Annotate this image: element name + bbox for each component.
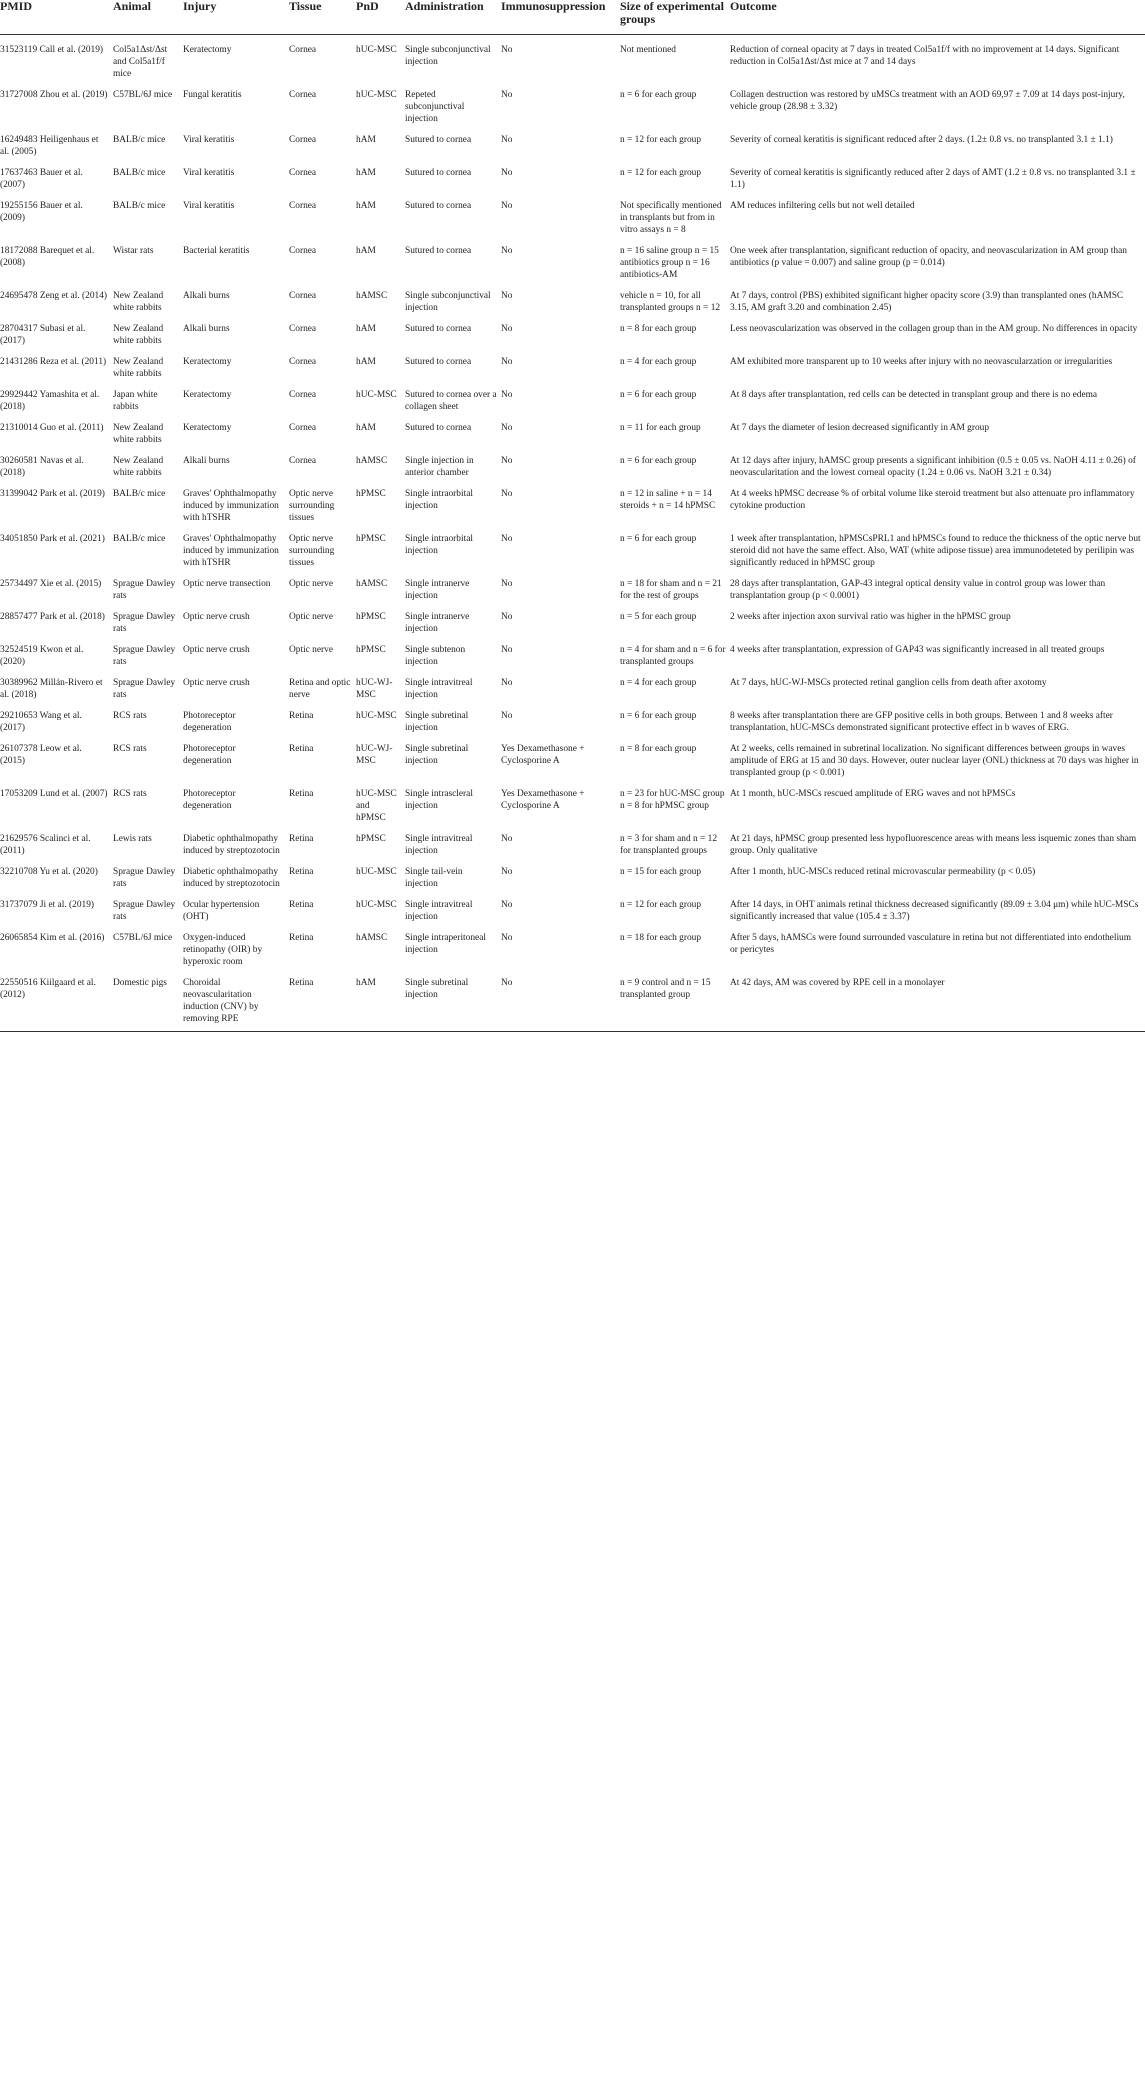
cell-animal: Wistar rats (113, 246, 154, 256)
cell-immunosuppression: No (501, 645, 513, 655)
table-row (0, 80, 1145, 125)
column-header-administration: Administration (405, 0, 501, 35)
cell-pmid: 19255156 Bauer et al. (2009) (0, 201, 83, 223)
cell-animal: New Zealand white rabbits (113, 291, 164, 313)
cell-administration: Single intranerve injection (405, 579, 470, 601)
cell-animal: Col5a1Δst/Δst and Col5a1f/f mice (113, 45, 168, 79)
cell-immunosuppression: Yes Dexamethasone + Cyclosporine A (501, 789, 585, 811)
cell-pmid: 31523119 Call et al. (2019) (0, 45, 104, 55)
cell-group-size: n = 16 saline group n = 15 antibiotics group n = 16 antibiotics-AM (620, 246, 719, 280)
cell-pmid: 31727008 Zhou et al. (2019) (0, 90, 108, 100)
cell-injury: Alkali burns (183, 456, 230, 466)
cell-injury: Alkali burns (183, 324, 230, 334)
cell-animal: RCS rats (113, 789, 147, 799)
cell-pmid: 21629576 Scalinci et al. (2011) (0, 834, 91, 856)
cell-outcome: At 8 days after transplantation, red cells can be detected in transplant group and there is no edema (730, 390, 1098, 400)
cell-group-size: n = 4 for sham and n = 6 for transplanted groups (620, 645, 726, 667)
cell-tissue: Retina (289, 789, 314, 799)
cell-administration: Single subretinal injection (405, 744, 469, 766)
cell-outcome: At 21 days, hPMSC group presented less hypofluorescence areas with means less isquemic zones than sham group. Only qualitative (730, 834, 1137, 856)
cell-tissue: Retina and optic nerve (289, 678, 351, 700)
cell-tissue: Retina (289, 900, 314, 910)
cell-outcome: At 42 days, AM was covered by RPE cell in a monolayer (730, 968, 1145, 1032)
cell-pnd: hAM (356, 201, 376, 211)
column-header-pnd: PnD (356, 0, 405, 35)
cell-pmid: 25734497 Xie et al. (2015) (0, 579, 102, 589)
table-row (0, 413, 1145, 446)
cell-tissue: Retina (289, 867, 314, 877)
cell-group-size: n = 12 for each group (620, 900, 702, 910)
cell-pnd: hAM (356, 135, 376, 145)
cell-group-size: n = 15 for each group (620, 867, 702, 877)
cell-administration: Single intrascleral injection (405, 789, 473, 811)
cell-animal: Sprague Dawley rats (113, 867, 176, 889)
cell-animal: RCS rats (113, 744, 147, 754)
table-row (0, 968, 1145, 1032)
cell-administration: Sutured to cornea (405, 246, 472, 256)
cell-animal: BALB/c mice (113, 135, 166, 145)
cell-pmid: 29929442 Yamashita et al. (2018) (0, 390, 100, 412)
cell-group-size: Not mentioned (620, 45, 676, 55)
cell-pmid: 22550516 Kiilgaard et al. (2012) (0, 968, 113, 1032)
cell-outcome: At 2 weeks, cells remained in subretinal localization. No significant differences between groups in waves amplitude of ERG at 15 and 30 days. However, outer nuclear layer (ONL) thickness at 70 days was higher in transplanted group (p < 0.001) (730, 744, 1139, 778)
cell-pnd: hUC-MSC (356, 390, 397, 400)
cell-tissue: Cornea (289, 45, 317, 55)
table-body (0, 35, 1145, 1032)
table-header-row (0, 0, 1145, 35)
table-row (0, 125, 1145, 158)
table-row (0, 569, 1145, 602)
cell-injury: Optic nerve transection (183, 579, 271, 589)
cell-administration: Sutured to cornea (405, 135, 472, 145)
cell-outcome: At 1 month, hUC-MSCs rescued amplitude of ERG waves and not hPMSCs (730, 789, 1016, 799)
table-row (0, 314, 1145, 347)
cell-pmid: 26065854 Kim et al. (2016) (0, 933, 105, 943)
cell-group-size: n = 6 for each group (620, 456, 697, 466)
cell-pmid: 31737079 Ji et al. (2019) (0, 900, 94, 910)
cell-administration: Single intranerve injection (405, 612, 470, 634)
cell-injury: Alkali burns (183, 291, 230, 301)
cell-pnd: hUC-MSC (356, 867, 397, 877)
cell-pnd: hAM (356, 246, 376, 256)
cell-injury: Viral keratitis (183, 168, 235, 178)
cell-injury: Optic nerve crush (183, 612, 250, 622)
cell-immunosuppression: No (501, 612, 513, 622)
table-row (0, 347, 1145, 380)
cell-group-size: n = 12 for each group (620, 135, 702, 145)
cell-pnd: hUC-MSC (356, 711, 397, 721)
column-header-animal: Animal (113, 0, 183, 35)
cell-injury: Graves' Ophthalmopathy induced by immunization with hTSHR (183, 489, 279, 523)
cell-tissue: Optic nerve surrounding tissues (289, 489, 335, 523)
cell-injury: Keratectomy (183, 45, 232, 55)
column-header-pmid: PMID (0, 0, 113, 35)
cell-tissue: Cornea (289, 246, 317, 256)
cell-group-size: n = 4 for each group (620, 357, 697, 367)
table-row (0, 890, 1145, 923)
cell-administration: Single subconjunctival injection (405, 291, 491, 313)
cell-group-size: n = 12 in saline + n = 14 steroids + n = 14 hPMSC (620, 489, 716, 511)
cell-administration: Sutured to cornea (405, 201, 472, 211)
cell-pmid: 28857477 Park et al. (2018) (0, 612, 105, 622)
cell-tissue: Retina (289, 744, 314, 754)
table-row (0, 191, 1145, 236)
cell-immunosuppression: No (501, 456, 513, 466)
cell-pnd: hUC-MSC (356, 90, 397, 100)
cell-pmid: 17637463 Bauer et al. (2007) (0, 168, 83, 190)
cell-immunosuppression: No (501, 489, 513, 499)
cell-administration: Sutured to cornea over a collagen sheet (405, 390, 497, 412)
column-header-immunosuppression: Immunosuppression (501, 0, 620, 35)
cell-outcome: AM exhibited more transparent up to 10 weeks after injury with no neovascularzation or irregularities (730, 357, 1113, 367)
cell-group-size: n = 8 for each group (620, 324, 697, 334)
cell-pnd: hPMSC (356, 612, 386, 622)
cell-immunosuppression: No (501, 201, 513, 211)
cell-pnd: hAM (356, 324, 376, 334)
cell-outcome: Less neovascularization was observed in the collagen group than in the AM group. No differences in opacity (730, 324, 1138, 334)
cell-immunosuppression: No (501, 711, 513, 721)
column-header-tissue: Tissue (289, 0, 356, 35)
cell-pmid: 17053209 Lund et al. (2007) (0, 789, 108, 799)
cell-administration: Sutured to cornea (405, 324, 472, 334)
cell-group-size: n = 6 for each group (620, 90, 697, 100)
cell-tissue: Cornea (289, 456, 317, 466)
cell-outcome: Severity of corneal keratitis is significantly reduced after 2 days of AMT (1.2 ± 0.8 vs. no transplanted 3.1 ± 1.1) (730, 168, 1136, 190)
table-row (0, 524, 1145, 569)
cell-immunosuppression: No (501, 45, 513, 55)
cell-pmid: 29210653 Wang et al. (2017) (0, 711, 82, 733)
cell-group-size: n = 4 for each group (620, 678, 697, 688)
cell-outcome: After 14 days, in OHT animals retinal thickness decreased significantly (89.09 ± 3.04 μm) while hUC-MSCs significantly increased that value (105.4 ± 3.37) (730, 900, 1139, 922)
cell-injury: Keratectomy (183, 357, 232, 367)
cell-animal: Sprague Dawley rats (113, 579, 176, 601)
cell-pnd: hAMSC (356, 291, 388, 301)
cell-injury: Choroidal neovascularitation induction (CNV) by removing RPE (183, 968, 289, 1032)
cell-outcome: 28 days after transplantation, GAP-43 integral optical density value in control group was lower than transplantation group (p < 0.0001) (730, 579, 1106, 601)
cell-animal: Sprague Dawley rats (113, 678, 176, 700)
cell-group-size: n = 6 for each group (620, 711, 697, 721)
cell-group-size: n = 3 for sham and n = 12 for transplanted groups (620, 834, 718, 856)
cell-immunosuppression: No (501, 968, 620, 1032)
cell-pnd: hAMSC (356, 933, 388, 943)
cell-group-size: Not specifically mentioned in transplants but from in vitro assays n = 8 (620, 201, 722, 235)
cell-immunosuppression: No (501, 390, 513, 400)
cell-tissue: Retina (289, 711, 314, 721)
cell-tissue: Optic nerve (289, 645, 333, 655)
cell-outcome: 2 weeks after injection axon survival ratio was higher in the hPMSC group (730, 612, 1011, 622)
cell-injury: Diabetic ophthalmopathy induced by streptozotocin (183, 867, 280, 889)
cell-injury: Fungal keratitis (183, 90, 242, 100)
cell-tissue: Optic nerve surrounding tissues (289, 534, 335, 568)
cell-group-size: n = 9 control and n = 15 transplanted group (620, 968, 730, 1032)
column-header-injury: Injury (183, 0, 289, 35)
cell-animal: Japan white rabbits (113, 390, 158, 412)
cell-tissue: Cornea (289, 90, 317, 100)
cell-group-size: n = 11 for each group (620, 423, 701, 433)
cell-pmid: 31399042 Park et al. (2019) (0, 489, 105, 499)
cell-tissue: Cornea (289, 135, 317, 145)
cell-administration: Single subretinal injection (405, 711, 469, 733)
cell-administration: Single intraorbital injection (405, 534, 473, 556)
cell-tissue: Optic nerve (289, 612, 333, 622)
cell-group-size: n = 6 for each group (620, 534, 697, 544)
cell-outcome: Severity of corneal keratitis is significant reduced after 2 days. (1.2± 0.8 vs. no transplanted 3.1 ± 1.1) (730, 135, 1113, 145)
cell-animal: New Zealand white rabbits (113, 357, 164, 379)
cell-animal: New Zealand white rabbits (113, 423, 164, 445)
cell-tissue: Cornea (289, 324, 317, 334)
cell-outcome: Reduction of corneal opacity at 7 days in treated Col5a1f/f with no improvement at 14 days. Significant reduction in Col5a1Δst/Δst mice at 7 and 14 days (730, 45, 1120, 67)
cell-administration: Single subretinal injection (405, 968, 501, 1032)
cell-administration: Single intravitreal injection (405, 900, 473, 922)
cell-injury: Ocular hypertension (OHT) (183, 900, 260, 922)
cell-group-size: n = 23 for hUC-MSC group n = 8 for hPMSC group (620, 789, 725, 811)
cell-injury: Graves' Ophthalmopathy induced by immunization with hTSHR (183, 534, 279, 568)
cell-pmid: 32210708 Yu et al. (2020) (0, 867, 98, 877)
cell-administration: Single intraperitoneal injection (405, 933, 486, 955)
cell-outcome: After 5 days, hAMSCs were found surrounded vasculature in retina but not differentiated into endothelium or pericytes (730, 933, 1132, 955)
cell-pnd: hPMSC (356, 834, 386, 844)
cell-pmid: 28704317 Subasi et al. (2017) (0, 324, 86, 346)
cell-pmid: 30260581 Navas et al. (2018) (0, 456, 84, 478)
cell-immunosuppression: No (501, 90, 513, 100)
table-row (0, 734, 1145, 779)
cell-immunosuppression: Yes Dexamethasone + Cyclosporine A (501, 744, 585, 766)
cell-tissue: Cornea (289, 357, 317, 367)
cell-animal: BALB/c mice (113, 201, 166, 211)
cell-pnd: hUC-MSC (356, 900, 397, 910)
cell-animal: Sprague Dawley rats (113, 612, 176, 634)
cell-injury: Keratectomy (183, 423, 232, 433)
cell-tissue: Cornea (289, 291, 317, 301)
cell-immunosuppression: No (501, 933, 513, 943)
cell-administration: Single tail-vein injection (405, 867, 463, 889)
cell-administration: Single intravitreal injection (405, 678, 473, 700)
cell-pnd: hPMSC (356, 534, 386, 544)
cell-outcome: At 7 days, control (PBS) exhibited significant higher opacity score (3.9) than transplanted ones (hAMSC 3.15, AM graft 3.20 and combination 2.45) (730, 291, 1124, 313)
cell-animal: BALB/c mice (113, 534, 166, 544)
cell-administration: Single injection in anterior chamber (405, 456, 474, 478)
cell-pnd: hAM (356, 168, 376, 178)
cell-group-size: n = 6 for each group (620, 390, 697, 400)
table-row (0, 779, 1145, 824)
cell-animal: BALB/c mice (113, 168, 166, 178)
cell-injury: Oxygen-induced retinopathy (OIR) by hyperoxic room (183, 933, 263, 967)
cell-pnd: hPMSC (356, 645, 386, 655)
cell-immunosuppression: No (501, 168, 513, 178)
cell-outcome: At 7 days the diameter of lesion decreased significantly in AM group (730, 423, 990, 433)
table-row (0, 701, 1145, 734)
cell-injury: Photoreceptor degeneration (183, 744, 236, 766)
cell-group-size: vehicle n = 10, for all transplanted groups n = 12 (620, 291, 721, 313)
cell-immunosuppression: No (501, 834, 513, 844)
cell-pnd: hAM (356, 968, 405, 1032)
cell-pnd: hAM (356, 357, 376, 367)
cell-animal: C57BL/6J mice (113, 933, 173, 943)
cell-immunosuppression: No (501, 135, 513, 145)
table-row (0, 479, 1145, 524)
table-row (0, 668, 1145, 701)
cell-animal: Sprague Dawley rats (113, 645, 176, 667)
cell-administration: Single subtenon injection (405, 645, 466, 667)
table-row (0, 857, 1145, 890)
table-row (0, 158, 1145, 191)
cell-group-size: n = 12 for each group (620, 168, 702, 178)
table-row (0, 236, 1145, 281)
cell-injury: Photoreceptor degeneration (183, 711, 236, 733)
cell-injury: Optic nerve crush (183, 678, 250, 688)
cell-tissue: Cornea (289, 423, 317, 433)
cell-tissue: Retina (289, 968, 356, 1032)
cell-tissue: Cornea (289, 201, 317, 211)
cell-outcome: 4 weeks after transplantation, expression of GAP43 was significantly increased in all treated groups (730, 645, 1105, 655)
cell-animal: C57BL/6J mice (113, 90, 173, 100)
cell-pnd: hUC-MSC (356, 45, 397, 55)
cell-administration: Single subconjunctival injection (405, 45, 491, 67)
cell-pnd: hUC-WJ-MSC (356, 744, 393, 766)
cell-outcome: At 4 weeks hPMSC decrease % of orbital volume like steroid treatment but also attenuate pro inflammatory cytokine production (730, 489, 1135, 511)
cell-injury: Photoreceptor degeneration (183, 789, 236, 811)
cell-group-size: n = 18 for each group (620, 933, 702, 943)
cell-administration: Repeted subconjunctival injection (405, 90, 465, 124)
cell-injury: Viral keratitis (183, 135, 235, 145)
cell-immunosuppression: No (501, 291, 513, 301)
cell-animal: New Zealand white rabbits (113, 324, 164, 346)
cell-tissue: Retina (289, 933, 314, 943)
cell-pmid: 16249483 Heiligenhaus et al. (2005) (0, 135, 99, 157)
cell-tissue: Cornea (289, 390, 317, 400)
table-row (0, 824, 1145, 857)
cell-group-size: n = 5 for each group (620, 612, 697, 622)
table-row (0, 923, 1145, 968)
cell-pnd: hUC-WJ-MSC (356, 678, 393, 700)
cell-animal: Sprague Dawley rats (113, 900, 176, 922)
cell-injury: Optic nerve crush (183, 645, 250, 655)
cell-animal: New Zealand white rabbits (113, 456, 164, 478)
column-header-outcome: Outcome (730, 0, 1145, 35)
cell-pnd: hAMSC (356, 456, 388, 466)
cell-immunosuppression: No (501, 534, 513, 544)
cell-pmid: 21310014 Guo et al. (2011) (0, 423, 104, 433)
cell-administration: Single intravitreal injection (405, 834, 473, 856)
cell-animal: Lewis rats (113, 834, 152, 844)
table-row (0, 380, 1145, 413)
cell-administration: Sutured to cornea (405, 168, 472, 178)
cell-immunosuppression: No (501, 867, 513, 877)
cell-outcome: Collagen destruction was restored by uMSCs treatment with an AOD 69,97 ± 7.09 at 14 days post-injury, vehicle group (28.98 ± 3.32) (730, 90, 1125, 112)
cell-tissue: Retina (289, 834, 314, 844)
cell-immunosuppression: No (501, 357, 513, 367)
cell-outcome: At 12 days after injury, hAMSC group presents a significant inhibition (0.5 ± 0.05 vs. NaOH 4.11 ± 0.26) of neovascularitation and the lowest corneal opacity (1.24 ± 0.06 vs. NaOH 3.21 ± 0.34) (730, 456, 1136, 478)
cell-animal: RCS rats (113, 711, 147, 721)
cell-injury: Keratectomy (183, 390, 232, 400)
cell-injury: Diabetic ophthalmopathy induced by streptozotocin (183, 834, 280, 856)
table-row (0, 35, 1145, 81)
cell-administration: Single intraorbital injection (405, 489, 473, 511)
cell-tissue: Cornea (289, 168, 317, 178)
cell-pnd: hUC-MSC and hPMSC (356, 789, 397, 823)
table-row (0, 446, 1145, 479)
cell-injury: Viral keratitis (183, 201, 235, 211)
cell-animal: BALB/c mice (113, 489, 166, 499)
cell-immunosuppression: No (501, 900, 513, 910)
cell-injury: Bacterial keratitis (183, 246, 250, 256)
cell-administration: Sutured to cornea (405, 357, 472, 367)
cell-outcome: 8 weeks after transplantation there are GFP positive cells in both groups. Between 1 and 8 weeks after transplantation, hUC-MSCs demonstrated significant protective effect in b waves of ERG. (730, 711, 1113, 733)
table-row (0, 635, 1145, 668)
cell-immunosuppression: No (501, 324, 513, 334)
table-row (0, 602, 1145, 635)
cell-pmid: 18172088 Barequet et al. (2008) (0, 246, 95, 268)
cell-pnd: hPMSC (356, 489, 386, 499)
cell-pmid: 32524519 Kwon et al. (2020) (0, 645, 84, 667)
cell-pnd: hAMSC (356, 579, 388, 589)
cell-immunosuppression: No (501, 678, 513, 688)
studies-table (0, 0, 1145, 1032)
column-header-group-size: Size of experimental groups (620, 0, 730, 35)
cell-immunosuppression: No (501, 246, 513, 256)
table-row (0, 281, 1145, 314)
cell-outcome: At 7 days, hUC-WJ-MSCs protected retinal ganglion cells from death after axotomy (730, 678, 1047, 688)
cell-group-size: n = 18 for sham and n = 21 for the rest of groups (620, 579, 722, 601)
cell-animal: Domestic pigs (113, 968, 183, 1032)
cell-outcome: AM reduces infiltering cells but not well detailed (730, 201, 915, 211)
cell-outcome: After 1 month, hUC-MSCs reduced retinal microvascular permeability (p < 0.05) (730, 867, 1036, 877)
cell-pmid: 34051850 Park et al. (2021) (0, 534, 105, 544)
cell-pnd: hAM (356, 423, 376, 433)
cell-pmid: 24695478 Zeng et al. (2014) (0, 291, 108, 301)
cell-group-size: n = 8 for each group (620, 744, 697, 754)
cell-administration: Sutured to cornea (405, 423, 472, 433)
cell-immunosuppression: No (501, 579, 513, 589)
cell-tissue: Optic nerve (289, 579, 333, 589)
cell-outcome: 1 week after transplantation, hPMSCsPRL1 and hPMSCs found to reduce the thickness of the optic nerve but steroid did not have the same effect. Also, WAT (white adipose tissue) area immunodeteted by perilipin was significantly reduced in hPMSC group (730, 534, 1141, 568)
cell-outcome: One week after transplantation, significant reduction of opacity, and neovascularization in AM group than antibiotics (p value = 0.007) and saline group (p = 0.014) (730, 246, 1127, 268)
cell-pmid: 26107378 Leow et al. (2015) (0, 744, 82, 766)
cell-pmid: 30389962 Millán-Rivero et al. (2018) (0, 678, 103, 700)
cell-pmid: 21431286 Reza et al. (2011) (0, 357, 107, 367)
cell-immunosuppression: No (501, 423, 513, 433)
